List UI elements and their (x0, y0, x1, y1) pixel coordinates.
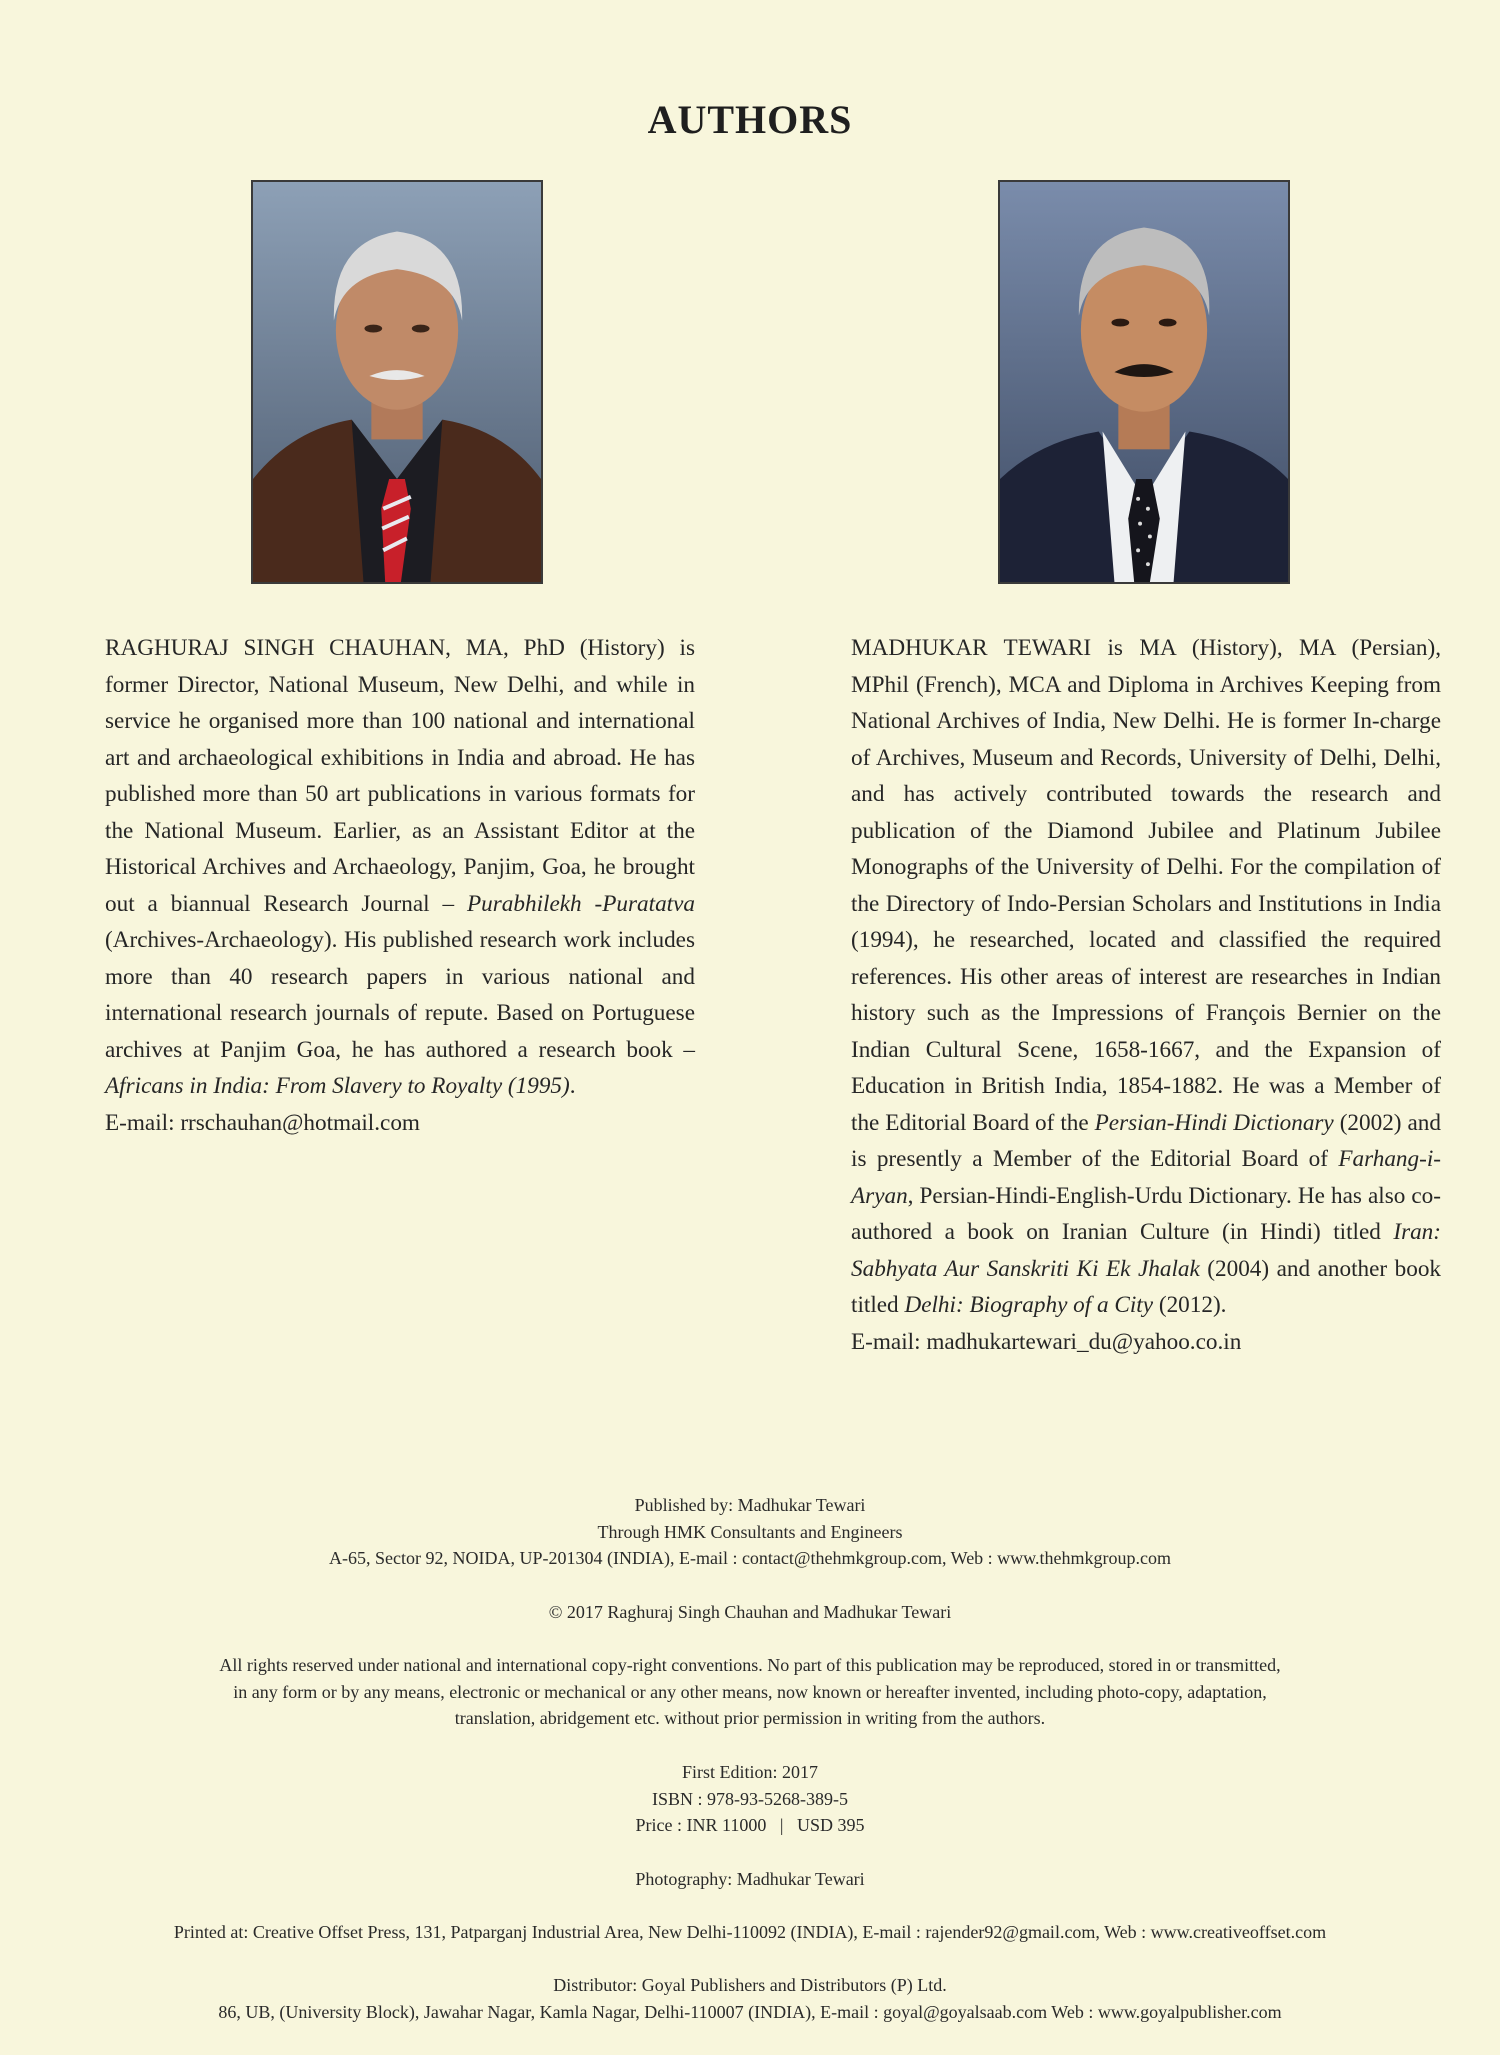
author-photo-tewari (998, 180, 1290, 584)
author-photo-chauhan (251, 180, 543, 584)
bio-text-segment: , Persian-Hindi-English-Urdu Dictionary. He has also co-authored a book on Iranian Culture (in Hindi) titled (851, 1182, 1441, 1245)
author-bio-tewari (851, 630, 1441, 1360)
isbn: ISBN : 978-93-5268-389-5 (652, 1788, 848, 1809)
journal-title: Purabhilekh -Puratatva (467, 890, 696, 917)
rights-line: All rights reserved under national and international copy-right conventions. No part of this publication may be reproduced, stored in or transmitted, (219, 1655, 1281, 1675)
first-edition: First Edition: 2017 (681, 1762, 818, 1782)
book-title: Farhang-i-Aryan (851, 1146, 1441, 1209)
bio-text-segment: RAGHURAJ SINGH CHAUHAN, MA, PhD (History) is former Director, National Museum, New Delhi, and while in service he organised more than 100 national and international art and archaeological exhibitions in India and abroad. He has published more than 50 art publications in various formats for the National Museum. Earlier, as an Assistant Editor at the Historical Archives and Archaeology, Panjim, Goa, he brought out a biannual Research Journal – (105, 635, 695, 917)
bio-text-segment: (Archives-Archaeology). His published research work includes more than 40 research papers in various national and international research journals of repute. Based on Portuguese archives at Panjim Goa, he has authored a research book – (105, 927, 695, 1063)
printer-credit: Printed at: Creative Offset Press, 131, Patparganj Industrial Area, New Delhi-110092 (INDIA), E-mail : rajender92@gmail.com, Web : www.creativeoffset.com (173, 1922, 1327, 1942)
publisher-line: Published by: Madhukar Tewari (634, 1495, 866, 1515)
bio-text (851, 630, 1441, 1324)
portrait-image (253, 182, 541, 582)
author-email[interactable]: E-mail: madhukartewari_du@yahoo.co.in (851, 1328, 1242, 1355)
book-title: Delhi: Biography of a City (904, 1292, 1154, 1318)
edition-block (0, 1759, 1500, 1839)
photography-credit: Photography: Madhukar Tewari (635, 1869, 865, 1889)
bio-text-segment: (2004) and another book titled (851, 1255, 1442, 1318)
book-title: Iran: Sabhyata Aur Sanskriti Ki Ek Jhalak (851, 1219, 1441, 1282)
book-title: Persian-Hindi Dictionary (1094, 1109, 1334, 1136)
distributor-name: Distributor: Goyal Publishers and Distributors (P) Ltd. (553, 1975, 947, 1995)
copyright-line: © 2017 Raghuraj Singh Chauhan and Madhukar Tewari (548, 1602, 952, 1622)
distributor-address: 86, UB, (University Block), Jawahar Nagar, Kamla Nagar, Delhi-110007 (INDIA), E-mail : goyal@goyalsaab.com Web : www.goyalpublisher.com (218, 2001, 1282, 2022)
bio-text (105, 630, 695, 1105)
publisher-line: Through HMK Consultants and Engineers (597, 1521, 903, 1542)
author-bio-chauhan (105, 630, 695, 1141)
portrait-image (1000, 182, 1288, 582)
publisher-address: A-65, Sector 92, NOIDA, UP-201304 (INDIA), E-mail : contact@thehmkgroup.com, Web : www.thehmkgroup.com (329, 1548, 1171, 1568)
price: Price : INR 11000 | USD 395 (635, 1815, 865, 1835)
page-title: AUTHORS (647, 97, 853, 142)
bio-text-segment: . (569, 1073, 576, 1099)
bio-text-segment: (2002) and is presently a Member of the Editorial Board of (851, 1109, 1441, 1172)
book-title: Africans in India: From Slavery to Royalty (1995) (105, 1073, 570, 1099)
publisher-block (0, 1492, 1500, 1572)
author-email[interactable]: E-mail: rrschauhan@hotmail.com (105, 1109, 420, 1136)
bio-text-segment: MADHUKAR TEWARI is MA (History), MA (Persian), MPhil (French), MCA and Diploma in Archives Keeping from National Archives of India, New Delhi. He is former In-charge of Archives, Museum and Records, University of Delhi, Delhi, and has actively contributed towards the research and publication of the Diamond Jubilee and Platinum Jubilee Monographs of the University of Delhi. For the compilation of the Directory of Indo-Persian Scholars and Institutions in India (1994), he researched, located and classified the required references. His other areas of interest are researches in Indian history such as the Impressions of François Bernier on the Indian Cultural Scene, 1658-1667, and the Expansion of Education in British India, 1854-1882. He was a Member of the Editorial Board of the (851, 635, 1441, 1136)
distributor-block (0, 1972, 1500, 2025)
rights-line: in any form or by any means, electronic or mechanical or any other means, now known or hereafter invented, including photo-copy, adaptation, (233, 1681, 1267, 1702)
rights-line: translation, abridgement etc. without prior permission in writing from the authors. (454, 1708, 1046, 1728)
rights-block (0, 1652, 1500, 1732)
bio-text-segment: (2012). (1153, 1292, 1227, 1318)
